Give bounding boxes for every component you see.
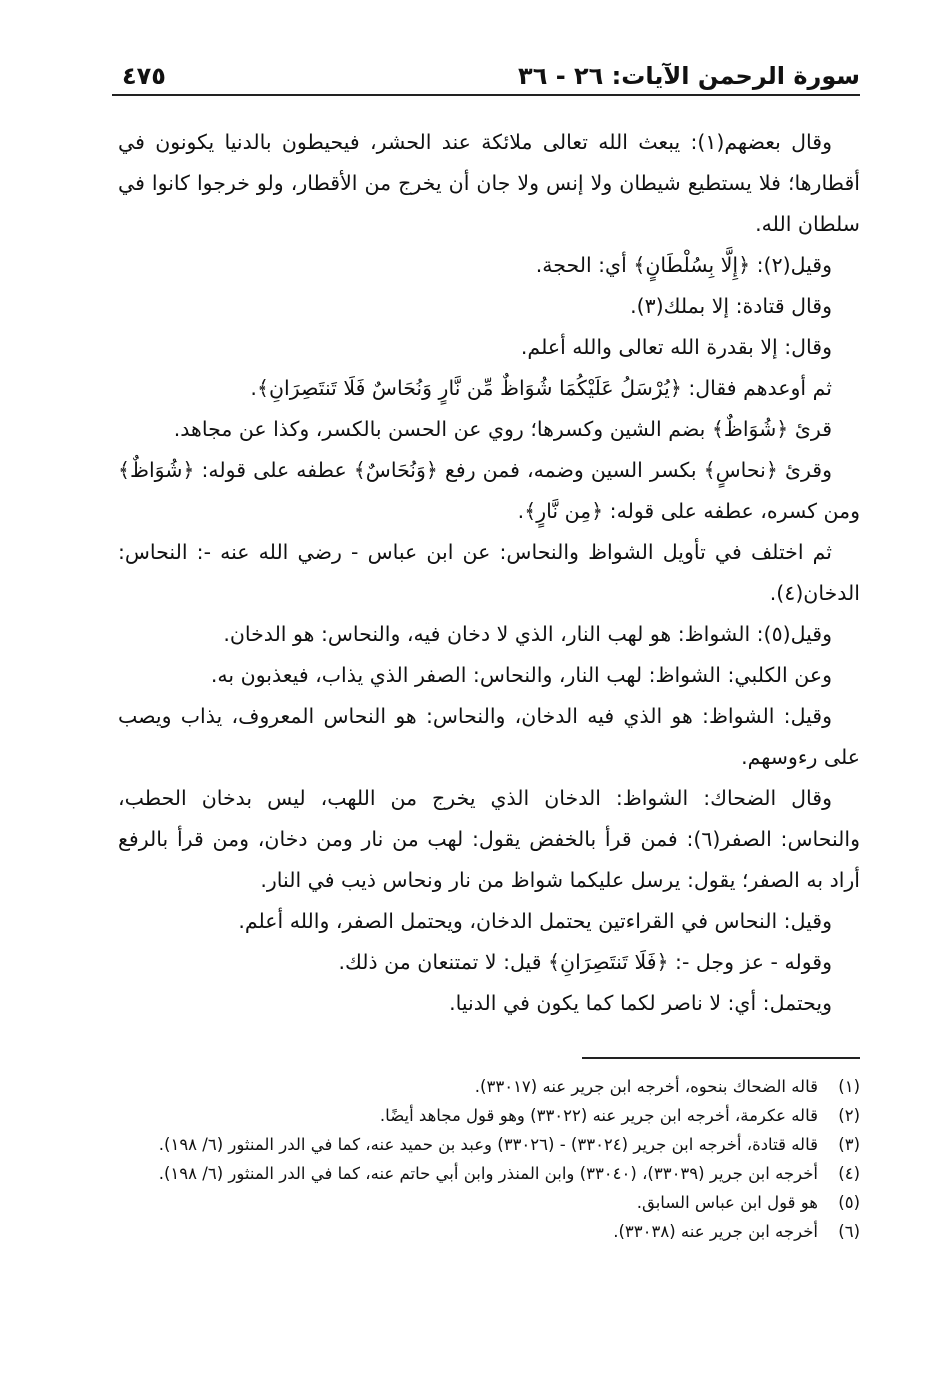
page-header — [112, 48, 860, 96]
footnote-text: قاله قتادة، أخرجه ابن جرير (٣٣٠٢٤) - (٣٣٠٢٦) وعبد بن حميد عنه، كما في الدر المنثور (٦/ ١٩٨). — [158, 1135, 818, 1154]
footnote-number: (٣) — [838, 1135, 860, 1154]
paragraph: وقيل(٢): ﴿إِلَّا بِسُلْطَانٍ﴾ أي: الحجة. — [535, 253, 832, 277]
body-text — [118, 122, 860, 1024]
paragraph: وقيل(٥): الشواظ: هو لهب النار، الذي لا دخان فيه، والنحاس: هو الدخان. — [223, 622, 832, 646]
footnote — [118, 1217, 860, 1246]
footnote — [118, 1130, 860, 1159]
footnotes — [118, 1072, 860, 1246]
paragraph: ثم اختلف في تأويل الشواظ والنحاس: عن ابن عباس - رضي الله عنه -: النحاس: الدخان(٤). — [118, 540, 860, 605]
footnote-text: قاله الضحاك بنحوه، أخرجه ابن جرير عنه (٣٣٠١٧). — [474, 1077, 818, 1096]
paragraph: وقيل: الشواظ: هو الذي فيه الدخان، والنحاس: هو النحاس المعروف، يذاب ويصب على رءوسهم. — [118, 704, 860, 769]
footnote-number: (٥) — [838, 1193, 860, 1212]
footnote-text: أخرجه ابن جرير عنه (٣٣٠٣٨). — [613, 1222, 818, 1241]
footnote-divider — [582, 1057, 860, 1059]
page-number: ٤٧٥ — [122, 62, 166, 90]
paragraph: وقال الضحاك: الشواظ: الدخان الذي يخرج من اللهب، ليس بدخان الحطب، والنحاس: الصفر(٦): فمن قرأ بالخفض يقول: لهب من نار ومن دخان، ومن قرأ بالرفع أراد به الصفر؛ يقول: يرسل عليكما شواظ من نار ونحاس ذيب في النار. — [118, 786, 860, 892]
footnote-number: (١) — [838, 1077, 860, 1096]
footnote-text: قاله عكرمة، أخرجه ابن جرير عنه (٣٣٠٢٢) وهو قول مجاهد أيضًا. — [379, 1106, 818, 1125]
footnote-text: هو قول ابن عباس السابق. — [636, 1193, 818, 1212]
footnote-number: (٦) — [838, 1222, 860, 1241]
footnote-number: (٤) — [838, 1164, 860, 1183]
footnote — [118, 1101, 860, 1130]
paragraph: وعن الكلبي: الشواظ: لهب النار، والنحاس: الصفر الذي يذاب، فيعذبون به. — [210, 663, 832, 687]
running-title: سورة الرحمن الآيات: ٢٦ - ٣٦ — [518, 62, 860, 90]
paragraph: ويحتمل: أي: لا ناصر لكما كما يكون في الدنيا. — [449, 991, 832, 1015]
footnote — [118, 1188, 860, 1217]
paragraph: وقوله - عز وجل -: ﴿فَلَا تَنتَصِرَانِ﴾ قيل: لا تمتنعان من ذلك. — [338, 950, 832, 974]
paragraph: قرئ ﴿شُوَاظٌ﴾ بضم الشين وكسرها؛ روي عن الحسن بالكسر، وكذا عن مجاهد. — [173, 417, 832, 441]
paragraph: وقال بعضهم(١): يبعث الله تعالى ملائكة عند الحشر، فيحيطون بالدنيا يكونون في أقطارها؛ فلا يستطيع شيطان ولا إنس ولا جان أن يخرج من الأقطار، ولو خرجوا كانوا في سلطان الله. — [118, 130, 860, 236]
footnote-text: أخرجه ابن جرير (٣٣٠٣٩)، (٣٣٠٤٠) وابن المنذر وابن أبي حاتم عنه، كما في الدر المنثور (٦/ ١٩٨). — [158, 1164, 818, 1183]
paragraph: وقرئ ﴿نحاسٍ﴾ بكسر السين وضمه، فمن رفع ﴿وَنُحَاسٌ﴾ عطفه على قوله: ﴿شُوَاظٌ﴾ ومن كسره، عطفه على قوله: ﴿مِن نَّارٍ﴾. — [118, 458, 860, 523]
paragraph: ثم أوعدهم فقال: ﴿يُرْسَلُ عَلَيْكُمَا شُوَاظٌ مِّن نَّارٍ وَنُحَاسٌ فَلَا تَنتَصِرَانِ﴾. — [250, 376, 832, 400]
paragraph: وقال قتادة: إلا بملك(٣). — [630, 294, 832, 318]
paragraph: وقال: إلا بقدرة الله تعالى والله أعلم. — [520, 335, 832, 359]
paragraph: وقيل: النحاس في القراءتين يحتمل الدخان، ويحتمل الصفر، والله أعلم. — [238, 909, 832, 933]
footnote-number: (٢) — [838, 1106, 860, 1125]
footnote — [118, 1159, 860, 1188]
footnote — [118, 1072, 860, 1101]
